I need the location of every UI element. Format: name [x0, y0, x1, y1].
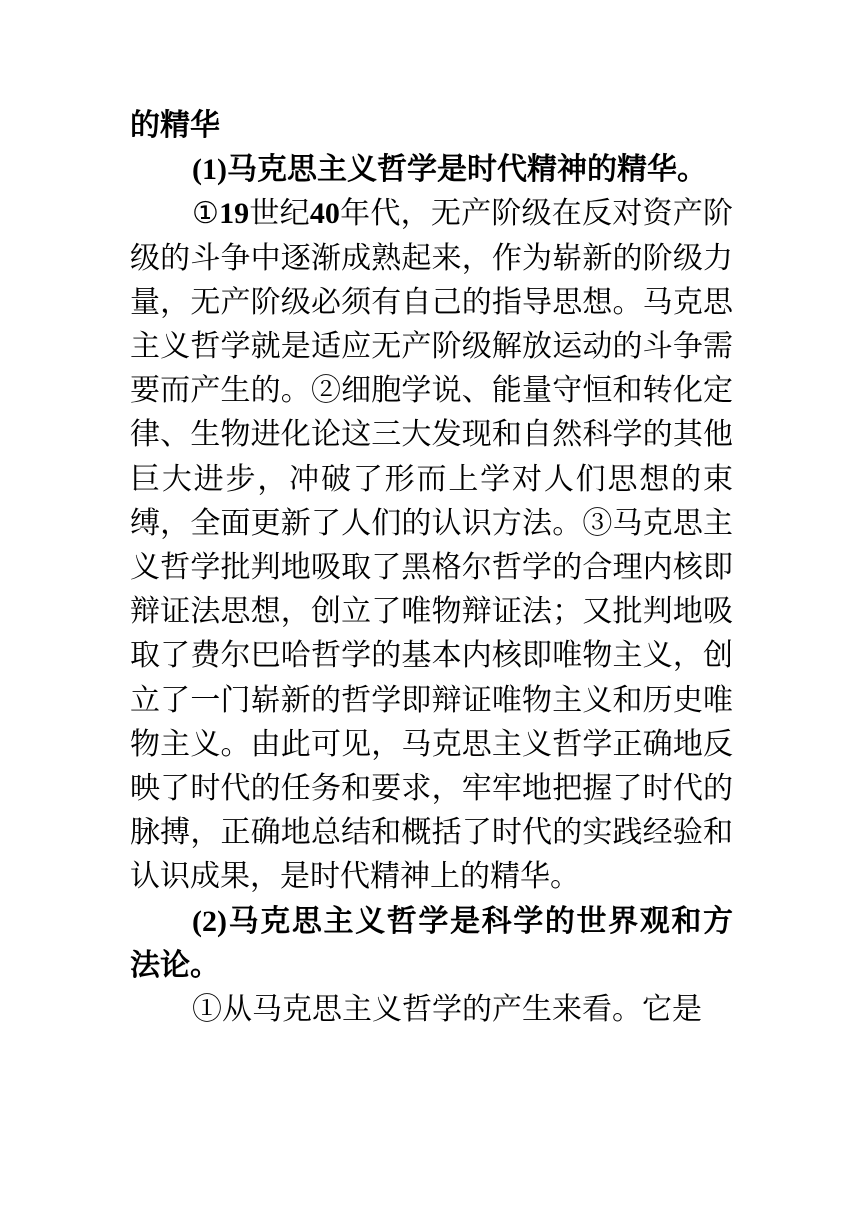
- circled-number-1: ①: [192, 196, 220, 232]
- body-paragraph-2: ①从马克思主义哲学的产生来看。它是: [192, 992, 702, 1028]
- section-marker-1: (1): [192, 153, 227, 187]
- section-title-2: 马克思主义哲学是科学的世界观和方法论。: [130, 903, 733, 983]
- heading-continuation: 的精华: [130, 108, 220, 143]
- paragraph-1-body: 年代，无产阶级在反对资产阶级的斗争中逐渐成熟起来，作为崭新的阶级力量，无产阶级必须有自己的指导思想。马克思主义哲学就是适应无产阶级解放运动的斗争需要而产生的。②细胞学说、能量守恒和转化定律、生物进化论这三大发现和自然科学的其他巨大进步，冲破了形而上学对人们思想的束缚，全面更新了人们的认识方法。③马克思主义哲学批判地吸取了黑格尔哲学的合理内核即辩证法思想，创立了唯物辩证法；又批判地吸取了费尔巴哈哲学的基本内核即唯物主义，创立了一门崭新的哲学即辩证唯物主义和历史唯物主义。由此可见，马克思主义哲学正确地反映了时代的任务和要求，牢牢地把握了时代的脉搏，正确地总结和概括了时代的实践经验和认识成果，是时代精神上的精华。: [130, 196, 734, 895]
- document-page: [130, 104, 733, 1032]
- section-heading-2: [130, 900, 733, 988]
- section-title-1: 马克思主义哲学是时代精神的精华。: [226, 152, 707, 188]
- number-19: 19: [219, 197, 250, 231]
- number-40: 40: [309, 197, 340, 231]
- section-marker-2: (2): [192, 904, 227, 938]
- text-century: 世纪: [249, 196, 310, 232]
- section-heading-1: [130, 148, 733, 192]
- body-paragraph-1: [130, 192, 733, 899]
